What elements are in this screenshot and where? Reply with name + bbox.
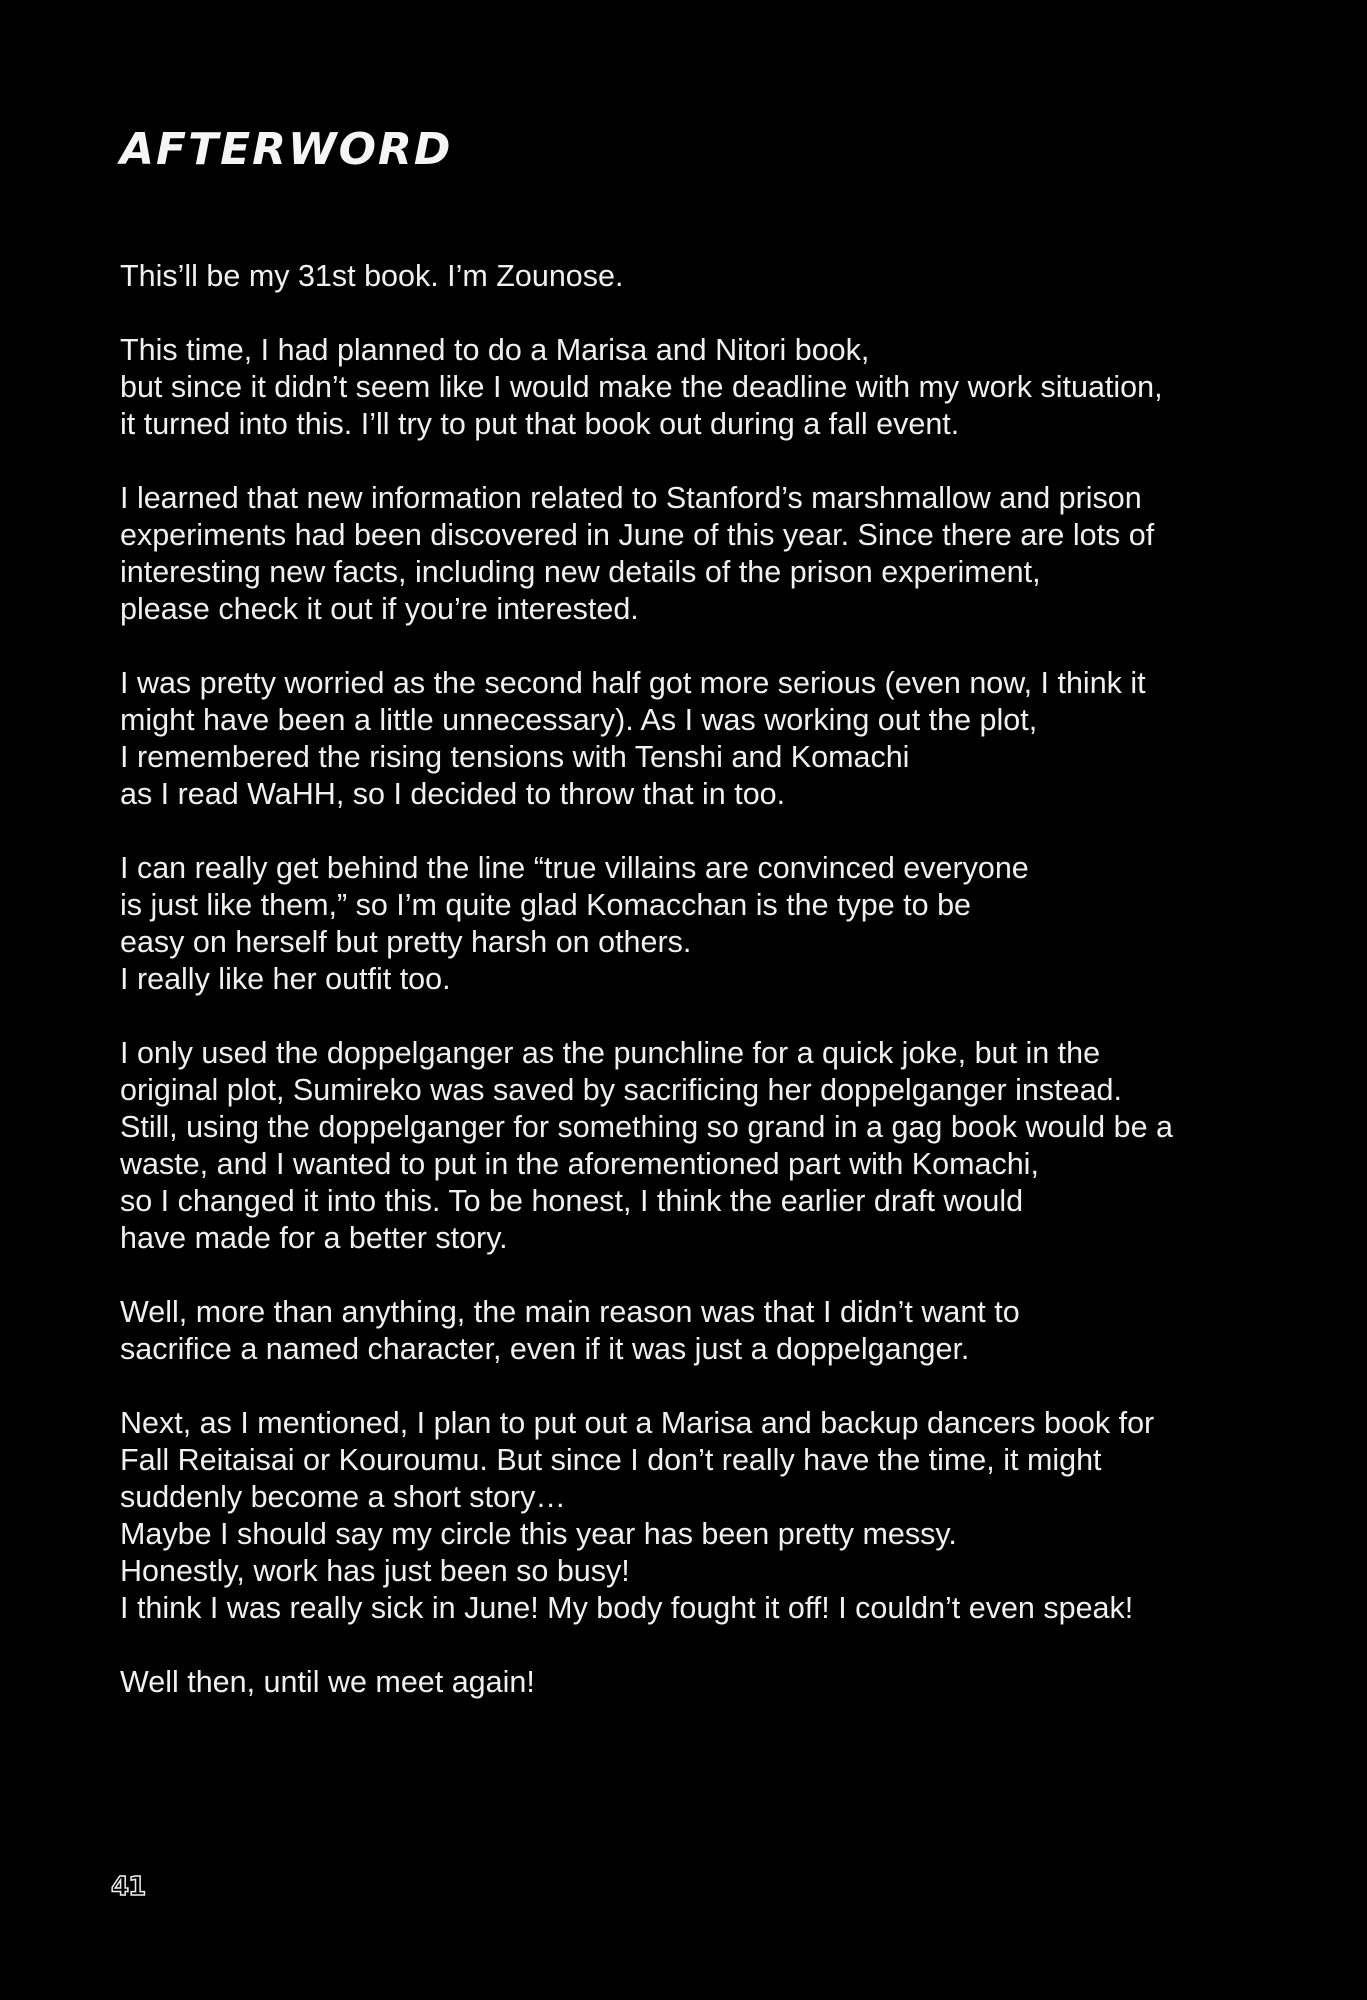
paragraph-9: Well then, until we meet again! <box>120 1665 535 1699</box>
paragraph-1: This’ll be my 31st book. I’m Zounose. <box>120 259 624 293</box>
paragraph-7: Well, more than anything, the main reason was that I didn’t want to sacrifice a named character, even if it was just a doppelganger. <box>120 1295 1020 1366</box>
paragraph-8: Next, as I mentioned, I plan to put out a Marisa and backup dancers book for Fall Reitaisai or Kouroumu. But since I don’t really have the time, it might suddenly become a short story… Maybe I should say my circle this year has been pretty messy. Honestly, work has just been so busy! I think I was really sick in June! My body fought it off! I couldn’t even speak! <box>120 1406 1155 1625</box>
paragraph-6: I only used the doppelganger as the punchline for a quick joke, but in the original plot, Sumireko was saved by sacrificing her doppelganger instead. Still, using the doppelganger for something so grand in a gag book would be a waste, and I wanted to put in the aforementioned part with Komachi, so I changed it into this. To be honest, I think the earlier draft would have made for a better story. <box>120 1036 1173 1255</box>
paragraph-5: I can really get behind the line “true villains are convinced everyone is just like them,” so I’m quite glad Komacchan is the type to be easy on herself but pretty harsh on others. I really like her outfit too. <box>120 851 1029 996</box>
paragraph-2: This time, I had planned to do a Marisa and Nitori book, but since it didn’t seem like I would make the deadline with my work situation, it turned into this. I’ll try to put that book out during a fall event. <box>120 333 1163 441</box>
afterword-body <box>120 258 1270 1738</box>
paragraph-3: I learned that new information related to Stanford’s marshmallow and prison experiments had been discovered in June of this year. Since there are lots of interesting new facts, including new details of the prison experiment, please check it out if you’re interested. <box>120 481 1155 626</box>
paragraph-4: I was pretty worried as the second half got more serious (even now, I think it might have been a little unnecessary). As I was working out the plot, I remembered the rising tensions with Tenshi and Komachi as I read WaHH, so I decided to throw that in too. <box>120 666 1146 811</box>
page-number: 41 <box>111 1872 146 1902</box>
page-title: AFTERWORD <box>120 124 453 175</box>
